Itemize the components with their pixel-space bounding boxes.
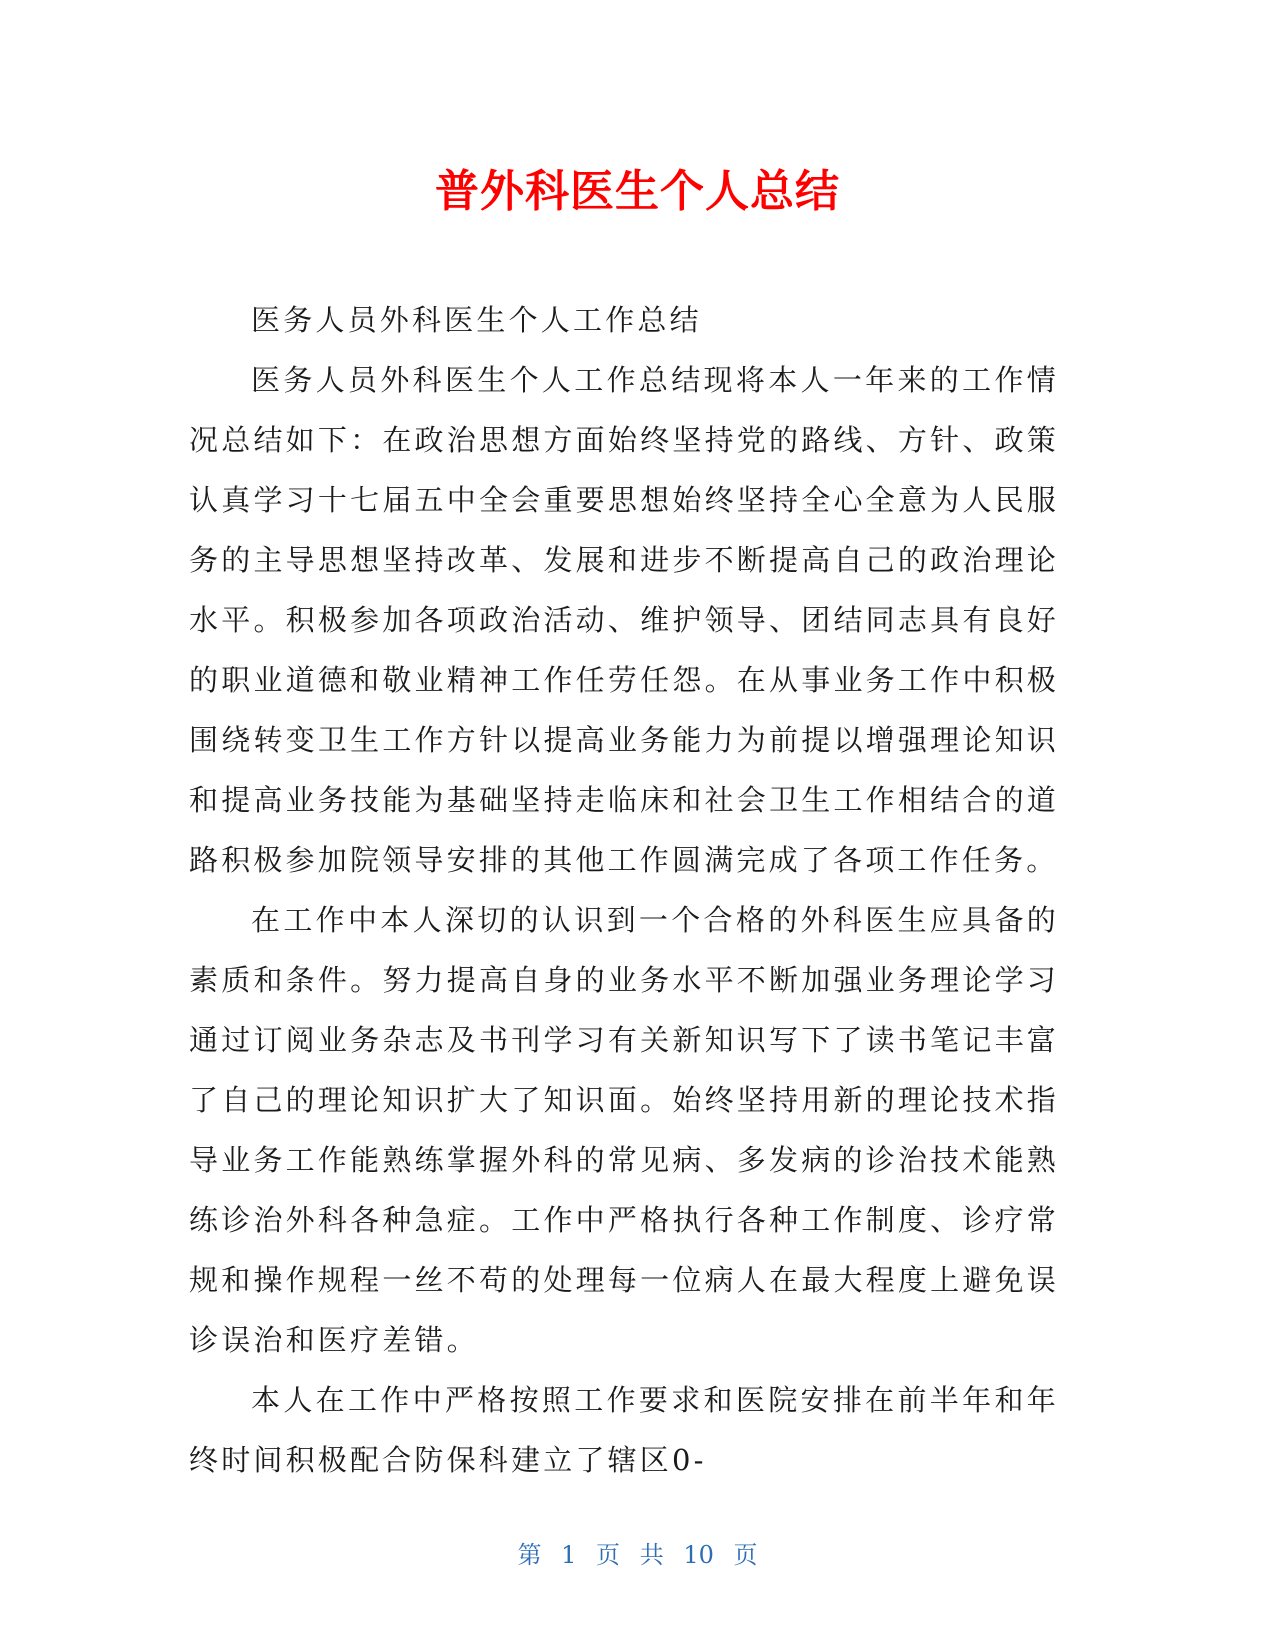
footer-page-label: 第 (517, 1541, 542, 1569)
paragraph-skills: 在工作中本人深切的认识到一个合格的外科医生应具备的素质和条件。努力提高自身的业务水平不断加强业务理论学习通过订阅业务杂志及书刊学习有关新知识写下了读书笔记丰富了自己的理论知识扩大了知识面。始终坚持用新的理论技术指导业务工作能熟练掌握外科的常见病、多发病的诊治技术能熟练诊治外科各种急症。工作中严格执行各种工作制度、诊疗常规和操作规程一丝不苟的处理每一位病人在最大程度上避免误诊误治和医疗差错。 (189, 903, 1059, 1357)
footer-current-page: 1 (561, 1541, 577, 1569)
footer-total-label: 共 (639, 1541, 664, 1569)
footer-total-unit: 页 (733, 1541, 758, 1569)
footer-total-pages: 10 (683, 1541, 714, 1569)
paragraph-intro: 医务人员外科医生个人工作总结现将本人一年来的工作情况总结如下：在政治思想方面始终坚持党的路线、方针、政策认真学习十七届五中全会重要思想始终坚持全心全意为人民服务的主导思想坚持改革、发展和进步不断提高自己的政治理论水平。积极参加各项政治活动、维护领导、团结同志具有良好的职业道德和敬业精神工作任劳任怨。在从事业务工作中积极围绕转变卫生工作方针以提高业务能力为前提以增强理论知识和提高业务技能为基础坚持走临床和社会卫生工作相结合的道路积极参加院领导安排的其他工作圆满完成了各项工作任务。 (189, 363, 1059, 877)
document-body (189, 290, 1059, 1490)
document-title: 普外科医生个人总结 (435, 166, 840, 217)
paragraph-work: 本人在工作中严格按照工作要求和医院安排在前半年和年终时间积极配合防保科建立了辖区0- (189, 1383, 1059, 1477)
paragraph-subtitle: 医务人员外科医生个人工作总结 (251, 303, 702, 337)
footer-page-unit: 页 (596, 1541, 621, 1569)
page-footer (0, 1540, 1275, 1570)
